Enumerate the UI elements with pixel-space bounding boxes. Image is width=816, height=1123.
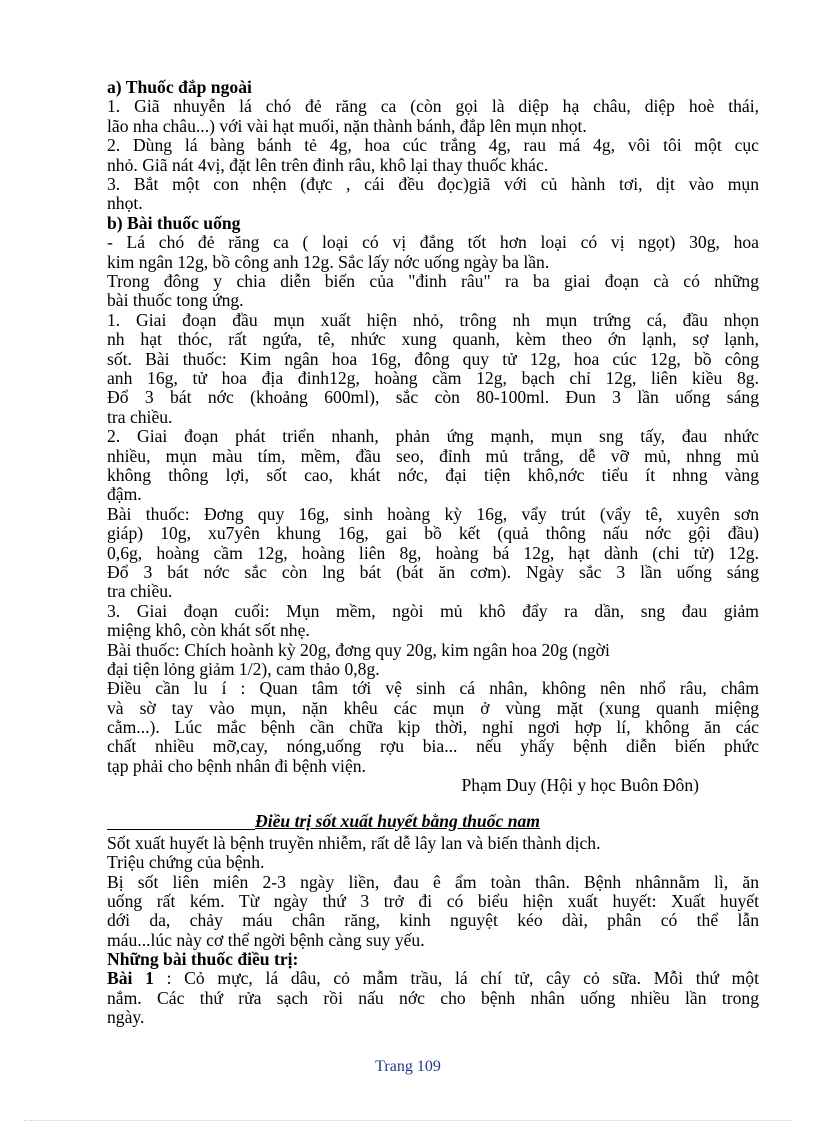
paragraph-line: anh 16g, tử hoa địa đinh12g, hoàng cầm 12g, bạch chỉ 12g, liên kiều 8g.: [107, 368, 759, 388]
paragraph-line: chất nhiều mỡ,cay, nóng,uống rợu bia... nếu yhấy bệnh diễn biến phức: [107, 737, 759, 757]
paragraph-line: 1. Giai đoạn đầu mụn xuất hiện nhỏ, trông nh mụn trứng cá, đầu nhọn: [107, 310, 759, 330]
paragraph-line: Trong đông y chia diễn biến của "đinh râu" ra ba giai đoạn cà có những: [107, 272, 759, 291]
paragraph-line: Sốt xuất huyết là bệnh truyền nhiễm, rất dễ lây lan và biến thành dịch.: [107, 833, 601, 853]
paragraph-line: kim ngân 12g, bồ công anh 12g. Sắc lấy nớc uống ngày ba lần.: [107, 252, 550, 272]
paragraph-line: nhỏ. Giã nát 4vị, đặt lên trên đinh râu, khô lại thay thuốc khác.: [107, 155, 549, 175]
paragraph-line: tra chiều.: [107, 407, 173, 427]
paragraph-line: nh hạt thóc, rất ngứa, tê, nhức xung quanh, kèm theo ớn lạnh, sợ lạnh,: [107, 330, 759, 350]
paragraph-line: Đổ 3 bát nớc sắc còn lng bát (bát ăn cơm). Ngày sắc 3 lần uống sáng: [107, 562, 759, 582]
remedies-subheading: Những bài thuốc điều trị:: [107, 950, 299, 970]
paragraph-line: - Lá chó đẻ răng ca ( loại có vị đắng tốt hơn loại có vị ngọt) 30g, hoa: [107, 233, 759, 253]
paragraph-line: bài thuốc tong ứng.: [107, 291, 244, 311]
remedy-1-text: : Cỏ mực, lá dâu, cỏ mẫm trầu, lá chí tử, cây cỏ sữa. Mỗi thứ một: [153, 969, 759, 989]
remedy-1-line: [107, 969, 759, 988]
paragraph-line: đậm.: [107, 485, 142, 505]
paragraph-line: nhọt.: [107, 194, 143, 214]
paragraph-line: nhiều, mụn màu tím, mềm, đầu seo, đỉnh mủ trắng, dễ vỡ mủ, nhng mủ: [107, 446, 759, 466]
author-signature: Phạm Duy (Hội y học Buôn Đôn): [461, 776, 699, 796]
paragraph-line: lão nha châu...) với vài hạt muối, nặn thành bánh, đắp lên mụn nhọt.: [107, 116, 587, 136]
paragraph-line: 3. Bắt một con nhện (đực , cái đều đọc)giã với củ hành tơi, dịt vào mụn: [107, 175, 759, 194]
paragraph-line: 2. Giai đoạn phát triển nhanh, phản ứng mạnh, mụn sng tấy, đau nhức: [107, 427, 759, 447]
paragraph-line: cằm...). Lúc mắc bệnh cần chữa kịp thời, nghỉ ngơi hợp lí, không ăn các: [107, 718, 759, 738]
paragraph-line: tra chiều.: [107, 582, 173, 602]
paragraph-line: 3. Giai đoạn cuối: Mụn mềm, ngòi mủ khô đẩy ra dần, sng đau giảm: [107, 601, 759, 621]
paragraph-line: không thông lợi, sốt cao, khát nớc, đại tiện khô,nớc tiểu ít nhng vàng: [107, 465, 759, 485]
page-bottom-divider: [24, 1120, 792, 1121]
paragraph-line: uống rất kém. Từ ngày thứ 3 trở đi có biểu hiện xuất huyết: Xuất huyết: [107, 891, 759, 911]
paragraph-line: miệng khô, còn khát sốt nhẹ.: [107, 621, 310, 641]
paragraph-line: Triệu chứng của bệnh.: [107, 853, 265, 873]
paragraph-line: Đổ 3 bát nớc (khoảng 600ml), sắc còn 80-100ml. Đun 3 lần uống sáng: [107, 388, 759, 408]
remedy-1-label: Bài 1: [107, 969, 154, 989]
section-a-heading: a) Thuốc đắp ngoài: [107, 78, 252, 97]
paragraph-line: 1. Giã nhuyễn lá chó đẻ răng ca (còn gọi là diệp hạ châu, diệp hoè thái,: [107, 97, 759, 117]
paragraph-line: Bị sốt liên miên 2-3 ngày liền, đau ê ẩm toàn thân. Bệnh nhânnằm lì, ăn: [107, 872, 759, 892]
document-page: [107, 78, 759, 1028]
section-b-heading: b) Bài thuốc uống: [107, 213, 241, 233]
paragraph-line: Bài thuốc: Đơng quy 16g, sinh hoàng kỳ 16g, vẩy trút (vẩy tê, xuyên sơn: [107, 504, 759, 524]
paragraph-line: Bài thuốc: Chích hoành kỳ 20g, đơng quy 20g, kim ngân hoa 20g (ngời: [107, 640, 610, 660]
paragraph-line: Điều cần lu í : Quan tâm tới vệ sinh cá nhân, không nên nhổ râu, châm: [107, 679, 759, 699]
paragraph-line: giáp) 10g, xu7yên khung 16g, gai bồ kết (quả thông nấu nớc gội đầu): [107, 524, 759, 544]
page-number: Trang 109: [375, 1058, 441, 1075]
paragraph-line: nắm. Các thứ rửa sạch rồi nấu nớc cho bệnh nhân uống nhiều lần trong: [107, 988, 759, 1008]
paragraph-line: 0,6g, hoàng cầm 12g, hoàng liên 8g, hoàng bá 12g, hạt dành (chi tử) 12g.: [107, 543, 759, 563]
paragraph-line: máu...lúc này cơ thể ngời bệnh càng suy yếu.: [107, 930, 425, 950]
paragraph-line: dới da, chảy máu chân răng, kinh nguyệt kéo dài, phân có thể lẫn: [107, 911, 759, 931]
paragraph-line: và sờ tay vào mụn, nặn khêu các mụn ở vùng mặt (xung quanh miệng: [107, 698, 759, 718]
paragraph-line: sốt. Bài thuốc: Kim ngân hoa 16g, đông quy tử 12g, hoa cúc 12g, bồ công: [107, 349, 759, 369]
paragraph-line: tạp phải cho bệnh nhân đi bệnh viện.: [107, 756, 366, 776]
title-underline-rule: [107, 829, 255, 830]
paragraph-line: đại tiện lỏng giảm 1/2), cam thảo 0,8g.: [107, 659, 380, 679]
paragraph-line: ngày.: [107, 1008, 145, 1028]
paragraph-line: 2. Dùng lá bàng bánh tẻ 4g, hoa cúc trắng 4g, rau má 4g, vôi tôi một cục: [107, 136, 759, 156]
article-title: Điều trị sốt xuất huyết bằng thuốc nam: [255, 810, 540, 831]
article-title-row: [107, 812, 759, 834]
